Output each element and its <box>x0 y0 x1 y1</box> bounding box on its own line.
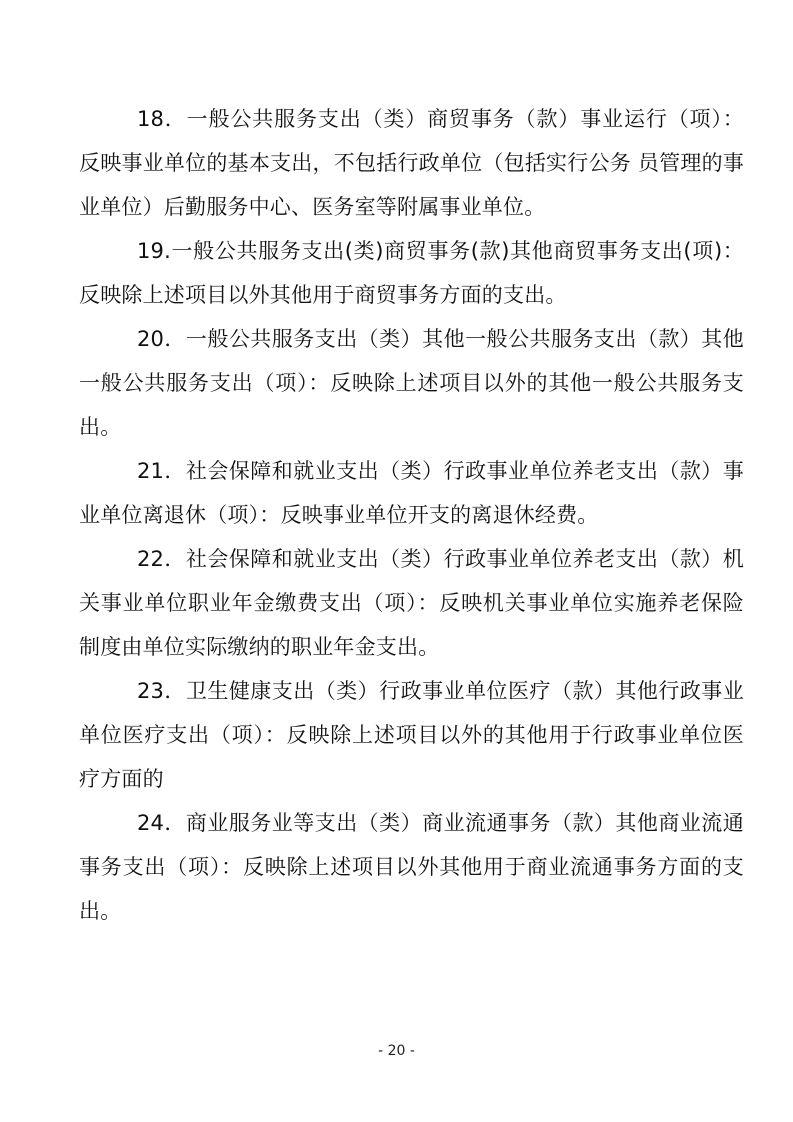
document-body <box>79 97 744 933</box>
paragraph-20: 20．一般公共服务支出（类）其他一般公共服务支出（款）其他一般公共服务支出（项）：反映除上述项目以外的其他一般公共服务支出。 <box>79 327 744 439</box>
paragraph-18: 18．一般公共服务支出（类）商贸事务（款）事业运行（项）：反映事业单位的基本支出，不包括行政单位（包括实行公务 员管理的事业单位）后勤服务中心、医务室等附属事业单位。 <box>79 107 744 219</box>
paragraph-24: 24．商业服务业等支出（类）商业流通事务（款）其他商业流通事务支出（项）：反映除上述项目以外其他用于商业流通事务方面的支出。 <box>79 811 744 923</box>
paragraph-23: 23．卫生健康支出（类）行政事业单位医疗（款）其他行政事业单位医疗支出（项）：反映除上述项目以外的其他用于行政事业单位医疗方面的 <box>79 679 744 791</box>
paragraph-19: 19.一般公共服务支出(类)商贸事务(款)其他商贸事务支出(项)：反映除上述项目以外其他用于商贸事务方面的支出。 <box>79 239 744 307</box>
page-number: - 20 - <box>378 1043 415 1059</box>
paragraph-22: 22．社会保障和就业支出（类）行政事业单位养老支出（款）机关事业单位职业年金缴费支出（项）：反映机关事业单位实施养老保险制度由单位实际缴纳的职业年金支出。 <box>79 547 744 659</box>
paragraph-21: 21．社会保障和就业支出（类）行政事业单位养老支出（款）事业单位离退休（项）：反映事业单位开支的离退休经费。 <box>79 459 744 527</box>
